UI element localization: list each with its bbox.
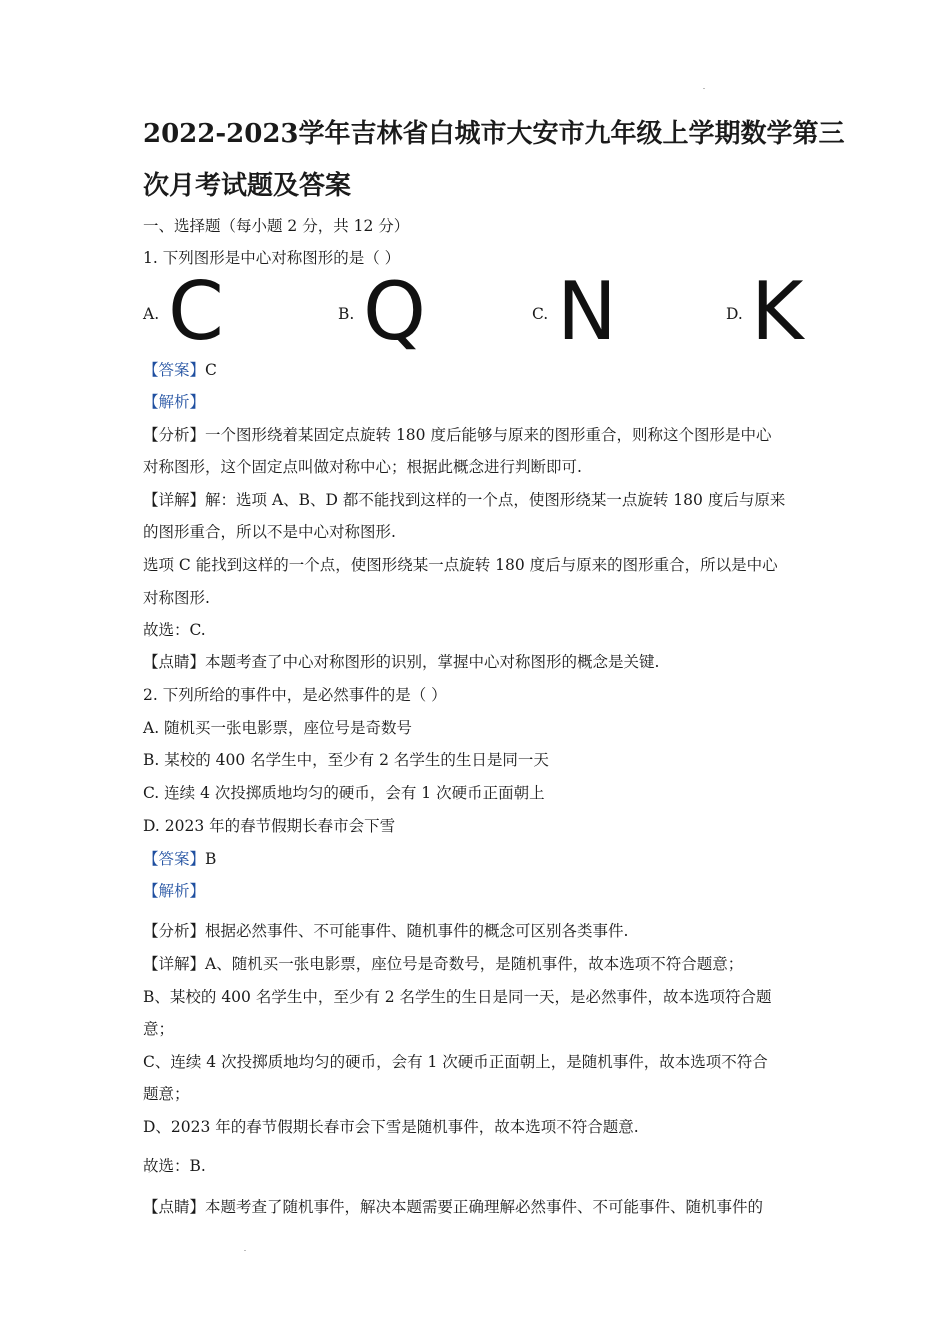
q2-xiangjie-b-cont: 意； (143, 1020, 175, 1038)
q2-xiangjie-b: B、某校的 400 名学生中，至少有 2 名学生的生日是同一天，是必然事件，故本选项符合题 (143, 988, 772, 1006)
option-label: C. (532, 305, 549, 323)
q1-dianjing (143, 651, 659, 673)
q1-conclusion: 故选：C. (143, 621, 206, 639)
q1-xiangjie-option-c: 选项 C 能找到这样的一个点，使图形绕某一点旋转 180 度后与原来的图形重合，所以是中心 (143, 556, 778, 574)
q2-fenxi (143, 920, 628, 942)
q2-answer (143, 848, 216, 870)
q2-xiangjie (143, 953, 743, 975)
fenxi-tag: 【分析】 (143, 426, 206, 444)
doc-title-line-2: 次月考试题及答案 (143, 171, 352, 201)
xiangjie-text: 解：选项 A、B、D 都不能找到这样的一个点，使图形绕某一点旋转 180 度后与原来 (205, 491, 786, 509)
q1-xiangjie-cont: 的图形重合，所以不是中心对称图形. (143, 523, 396, 541)
dianjing-text: 本题考查了随机事件，解决本题需要正确理解必然事件、不可能事件、随机事件的 (205, 1198, 764, 1216)
q2-conclusion: 故选：B. (143, 1157, 206, 1175)
letter-k-figure: K (751, 265, 804, 358)
letter-c-figure: C (168, 265, 224, 358)
q1-xiangjie (143, 489, 785, 511)
dianjing-tag: 【点睛】 (143, 653, 206, 671)
q2-stem: 2. 下列所给的事件中，是必然事件的是（ ） (143, 686, 447, 704)
letter-q-figure: Q (363, 265, 426, 358)
answer-tag: 【答案】 (143, 361, 206, 379)
scan-speck (244, 1250, 246, 1251)
q1-fenxi-cont: 对称图形，这个固定点叫做对称中心；根据此概念进行判断即可. (143, 458, 582, 476)
q2-xiangjie-c: C、连续 4 次投掷质地均匀的硬币，会有 1 次硬币正面朝上，是随机事件，故本选项不符合 (143, 1053, 768, 1071)
dianjing-tag: 【点睛】 (143, 1198, 206, 1216)
q2-option-b: B. 某校的 400 名学生中，至少有 2 名学生的生日是同一天 (143, 751, 549, 769)
scan-speck (703, 88, 705, 89)
dianjing-text: 本题考查了中心对称图形的识别，掌握中心对称图形的概念是关键. (205, 653, 660, 671)
fenxi-text: 一个图形绕着某固定点旋转 180 度后能够与原来的图形重合，则称这个图形是中心 (205, 426, 772, 444)
q2-dianjing (143, 1196, 763, 1218)
xiangjie-tag: 【详解】 (143, 491, 206, 509)
fenxi-tag: 【分析】 (143, 922, 206, 940)
fenxi-text: 根据必然事件、不可能事件、随机事件的概念可区别各类事件. (205, 922, 629, 940)
xiangjie-text: A、随机买一张电影票，座位号是奇数号，是随机事件，故本选项不符合题意； (205, 955, 744, 973)
answer-tag: 【答案】 (143, 850, 206, 868)
q1-xiangjie-option-c-cont: 对称图形. (143, 589, 210, 607)
q2-xiangjie-d: D、2023 年的春节假期长春市会下雪是随机事件，故本选项不符合题意. (143, 1118, 639, 1136)
doc-title-line-1: 2022-2023学年吉林省白城市大安市九年级上学期数学第三 (143, 119, 845, 149)
letter-n-figure: N (557, 265, 617, 358)
q1-fenxi (143, 424, 771, 446)
q1-stem: 1. 下列图形是中心对称图形的是（ ） (143, 249, 401, 267)
option-label: B. (338, 305, 355, 323)
q2-option-c: C. 连续 4 次投掷质地均匀的硬币，会有 1 次硬币正面朝上 (143, 784, 545, 802)
answer-value: B (205, 850, 217, 868)
xiangjie-tag: 【详解】 (143, 955, 206, 973)
q1-analysis-tag: 【解析】 (143, 393, 206, 411)
q2-option-a: A. 随机买一张电影票，座位号是奇数号 (143, 719, 413, 737)
answer-value: C (205, 361, 217, 379)
q2-xiangjie-c-cont: 题意； (143, 1085, 190, 1103)
q2-option-d: D. 2023 年的春节假期长春市会下雪 (143, 817, 396, 835)
section-heading: 一、选择题（每小题 2 分，共 12 分） (143, 217, 410, 235)
q1-options (143, 265, 823, 358)
option-label: A. (143, 305, 160, 323)
option-label: D. (726, 305, 743, 323)
q2-analysis-tag: 【解析】 (143, 882, 206, 900)
q1-answer (143, 359, 217, 381)
